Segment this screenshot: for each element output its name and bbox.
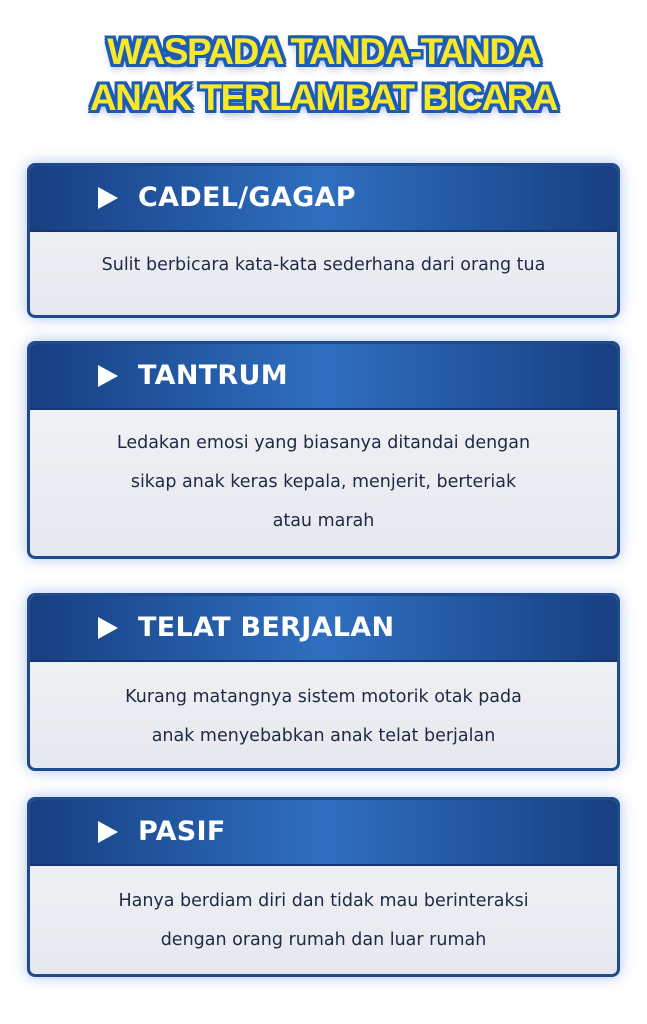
description-line: sikap anak keras kepala, menjerit, berteriak [130, 472, 517, 492]
play-triangle-icon [98, 187, 118, 209]
card-description [30, 410, 617, 541]
card-telat-berjalan [27, 593, 620, 771]
card-cadel-gagap [27, 163, 620, 318]
card-heading: TANTRUM [138, 360, 288, 391]
play-triangle-icon [98, 821, 118, 843]
card-heading: PASIF [138, 816, 226, 847]
description-line: Kurang matangnya sistem motorik otak pada [125, 687, 522, 707]
card-description [30, 662, 617, 756]
card-header [30, 344, 617, 410]
description-line: Ledakan emosi yang biasanya ditandai dengan [116, 433, 531, 453]
page-title-line-1: WASPADA TANDA-TANDA [107, 31, 540, 72]
card-header [30, 800, 617, 866]
card-description [30, 232, 617, 285]
page-title-line-2: ANAK TERLAMBAT BICARA [89, 77, 558, 118]
description-line: dengan orang rumah dan luar rumah [160, 930, 487, 950]
card-description [30, 866, 617, 960]
card-header [30, 596, 617, 662]
description-line: Hanya berdiam diri dan tidak mau berinteraksi [118, 891, 529, 911]
card-tantrum [27, 341, 620, 559]
card-heading: CADEL/GAGAP [138, 182, 356, 213]
card-header [30, 166, 617, 232]
play-triangle-icon [98, 617, 118, 639]
description-line: atau marah [272, 511, 375, 531]
description-line: Sulit berbicara kata-kata sederhana dari orang tua [101, 255, 546, 275]
description-line: anak menyebabkan anak telat berjalan [151, 726, 496, 746]
play-triangle-icon [98, 365, 118, 387]
card-pasif [27, 797, 620, 977]
card-heading: TELAT BERJALAN [138, 612, 395, 643]
